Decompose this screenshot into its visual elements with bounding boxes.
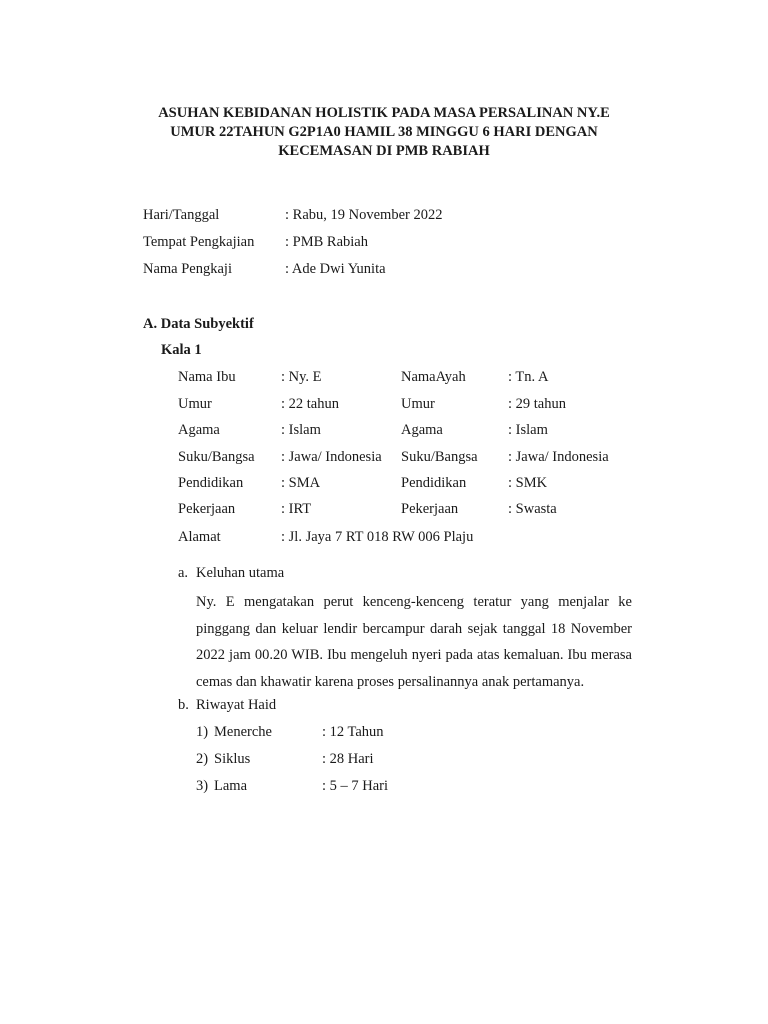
identity-label: Suku/Bangsa xyxy=(178,449,255,465)
identity-value: : 29 tahun xyxy=(508,396,566,412)
identity-label: Suku/Bangsa xyxy=(401,449,478,465)
identity-label: Agama xyxy=(401,422,443,438)
identity-value: : Islam xyxy=(508,422,548,438)
identity-label: NamaAyah xyxy=(401,369,466,385)
riwayat-value: : 28 Hari xyxy=(322,751,374,767)
title-line-3: KECEMASAN DI PMB RABIAH xyxy=(278,143,490,159)
riwayat-value: : 12 Tahun xyxy=(322,724,384,740)
document-title xyxy=(0,104,768,161)
identity-label: Pekerjaan xyxy=(178,501,236,517)
title-line-1: ASUHAN KEBIDANAN HOLISTIK PADA MASA PERSALINAN NY.E xyxy=(158,105,610,121)
section-heading: A. Data Subyektif xyxy=(143,316,254,332)
identity-label: Umur xyxy=(178,396,212,412)
identity-value: : Tn. A xyxy=(508,369,549,385)
identity-value: : 22 tahun xyxy=(281,396,339,412)
identity-label: Umur xyxy=(401,396,435,412)
identity-label: Nama Ibu xyxy=(178,369,236,385)
identity-label: Pendidikan xyxy=(178,475,244,491)
identity-label: Pendidikan xyxy=(401,475,467,491)
list-marker: a. xyxy=(178,565,189,581)
list-marker: b. xyxy=(178,697,189,713)
list-number: 1) xyxy=(196,724,209,740)
info-value: : PMB Rabiah xyxy=(285,234,368,250)
riwayat-label: Menerche xyxy=(214,724,272,740)
identity-value: : IRT xyxy=(281,501,312,517)
riwayat-heading: Riwayat Haid xyxy=(196,697,277,713)
identity-value: : SMK xyxy=(508,475,548,491)
info-label: Tempat Pengkajian xyxy=(143,234,255,250)
info-label: Hari/Tanggal xyxy=(143,207,220,223)
identity-value: : Swasta xyxy=(508,501,557,517)
keluhan-paragraph: Ny. E mengatakan perut kenceng-kenceng teratur yang menjalar ke pinggang dan keluar lendir bercampur darah sejak tanggal 18 November 2022 jam 00.20 WIB. Ibu mengeluh nyeri pada atas kemaluan. Ibu merasa cemas dan khawatir karena proses persalinannya anak pertamanya. xyxy=(196,594,632,690)
riwayat-label: Lama xyxy=(214,778,248,794)
identity-label: Agama xyxy=(178,422,220,438)
identity-value: : Jawa/ Indonesia xyxy=(281,449,382,465)
title-line-2: UMUR 22TAHUN G2P1A0 HAMIL 38 MINGGU 6 HARI DENGAN xyxy=(170,124,598,140)
identity-label: Alamat xyxy=(178,529,221,545)
subsection-heading: Kala 1 xyxy=(161,342,202,358)
list-number: 3) xyxy=(196,778,209,794)
info-value: : Rabu, 19 November 2022 xyxy=(285,207,443,223)
identity-value: : Jl. Jaya 7 RT 018 RW 006 Plaju xyxy=(281,529,474,545)
riwayat-label: Siklus xyxy=(214,751,251,767)
list-number: 2) xyxy=(196,751,209,767)
identity-value: : Ny. E xyxy=(281,369,322,385)
identity-value: : Jawa/ Indonesia xyxy=(508,449,609,465)
info-label: Nama Pengkaji xyxy=(143,261,232,277)
keluhan-heading: Keluhan utama xyxy=(196,565,285,581)
identity-value: : Islam xyxy=(281,422,321,438)
identity-label: Pekerjaan xyxy=(401,501,459,517)
identity-value: : SMA xyxy=(281,475,321,491)
info-value: : Ade Dwi Yunita xyxy=(285,261,386,277)
riwayat-value: : 5 – 7 Hari xyxy=(322,778,389,794)
